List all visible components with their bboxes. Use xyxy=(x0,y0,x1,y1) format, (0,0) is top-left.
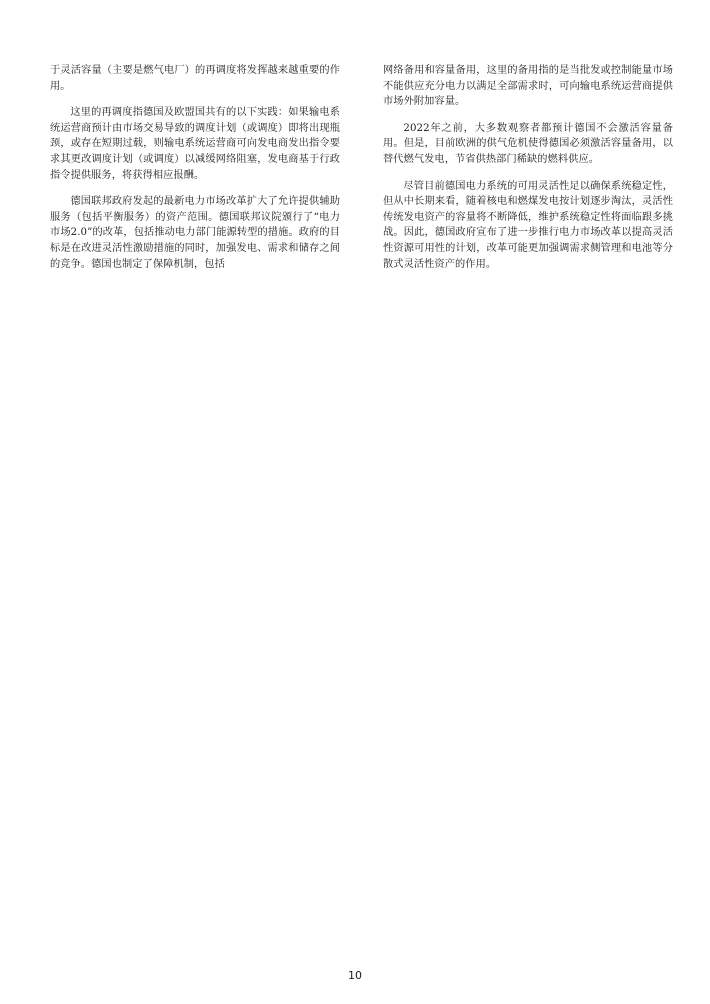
left-paragraph-2: 这里的再调度指德国及欧盟国共有的以下实践：如果输电系统运营商预计由市场交易导致的调度计划（或调度）即将出现瓶颈，或存在短期过载，则输电系统运营商可向发电商发出指令要求其更改调度计划（或调度）以减缓网络阻塞，发电商基于行政指令提供服务，将获得相应报酬。 xyxy=(50,107,340,181)
right-paragraph-3: 尽管目前德国电力系统的可用灵活性足以确保系统稳定性，但从中长期来看，随着核电和燃煤发电按计划逐步淘汰，灵活性传统发电资产的容量将不断降低，维护系统稳定性将面临跟多挑战。因此，德国政府宣布了进一步推行电力市场改革以提高灵活性资源可用性的计划，改革可能更加强调需求侧管理和电池等分散式灵活性资产的作用。 xyxy=(383,180,673,270)
left-column xyxy=(50,63,340,283)
left-paragraph-3: 德国联邦政府发起的最新电力市场改革扩大了允许提供辅助服务（包括平衡服务）的资产范围。德国联邦议院颁行了“电力市场2.0”的改革，包括推动电力部门能源转型的措施。政府的目标是在改进灵活性激励措施的同时，加强发电、需求和储存之间的竞争。德国也制定了保障机制，包括 xyxy=(50,196,340,270)
page-number: 10 xyxy=(348,969,362,982)
right-paragraph-2: 2022年之前，大多数观察者都预计德国不会激活容量备用。但是，目前欧洲的供气危机使得德国必须激活容量备用，以替代燃气发电，节省供热部门稀缺的燃料供应。 xyxy=(383,122,673,165)
left-paragraph-1: 于灵活容量（主要是燃气电厂）的再调度将发挥越来越重要的作用。 xyxy=(50,65,340,92)
right-column xyxy=(383,63,673,283)
right-paragraph-1: 网络备用和容量备用，这里的备用指的是当批发或控制能量市场不能供应充分电力以满足全部需求时，可向输电系统运营商提供市场外附加容量。 xyxy=(383,65,673,108)
